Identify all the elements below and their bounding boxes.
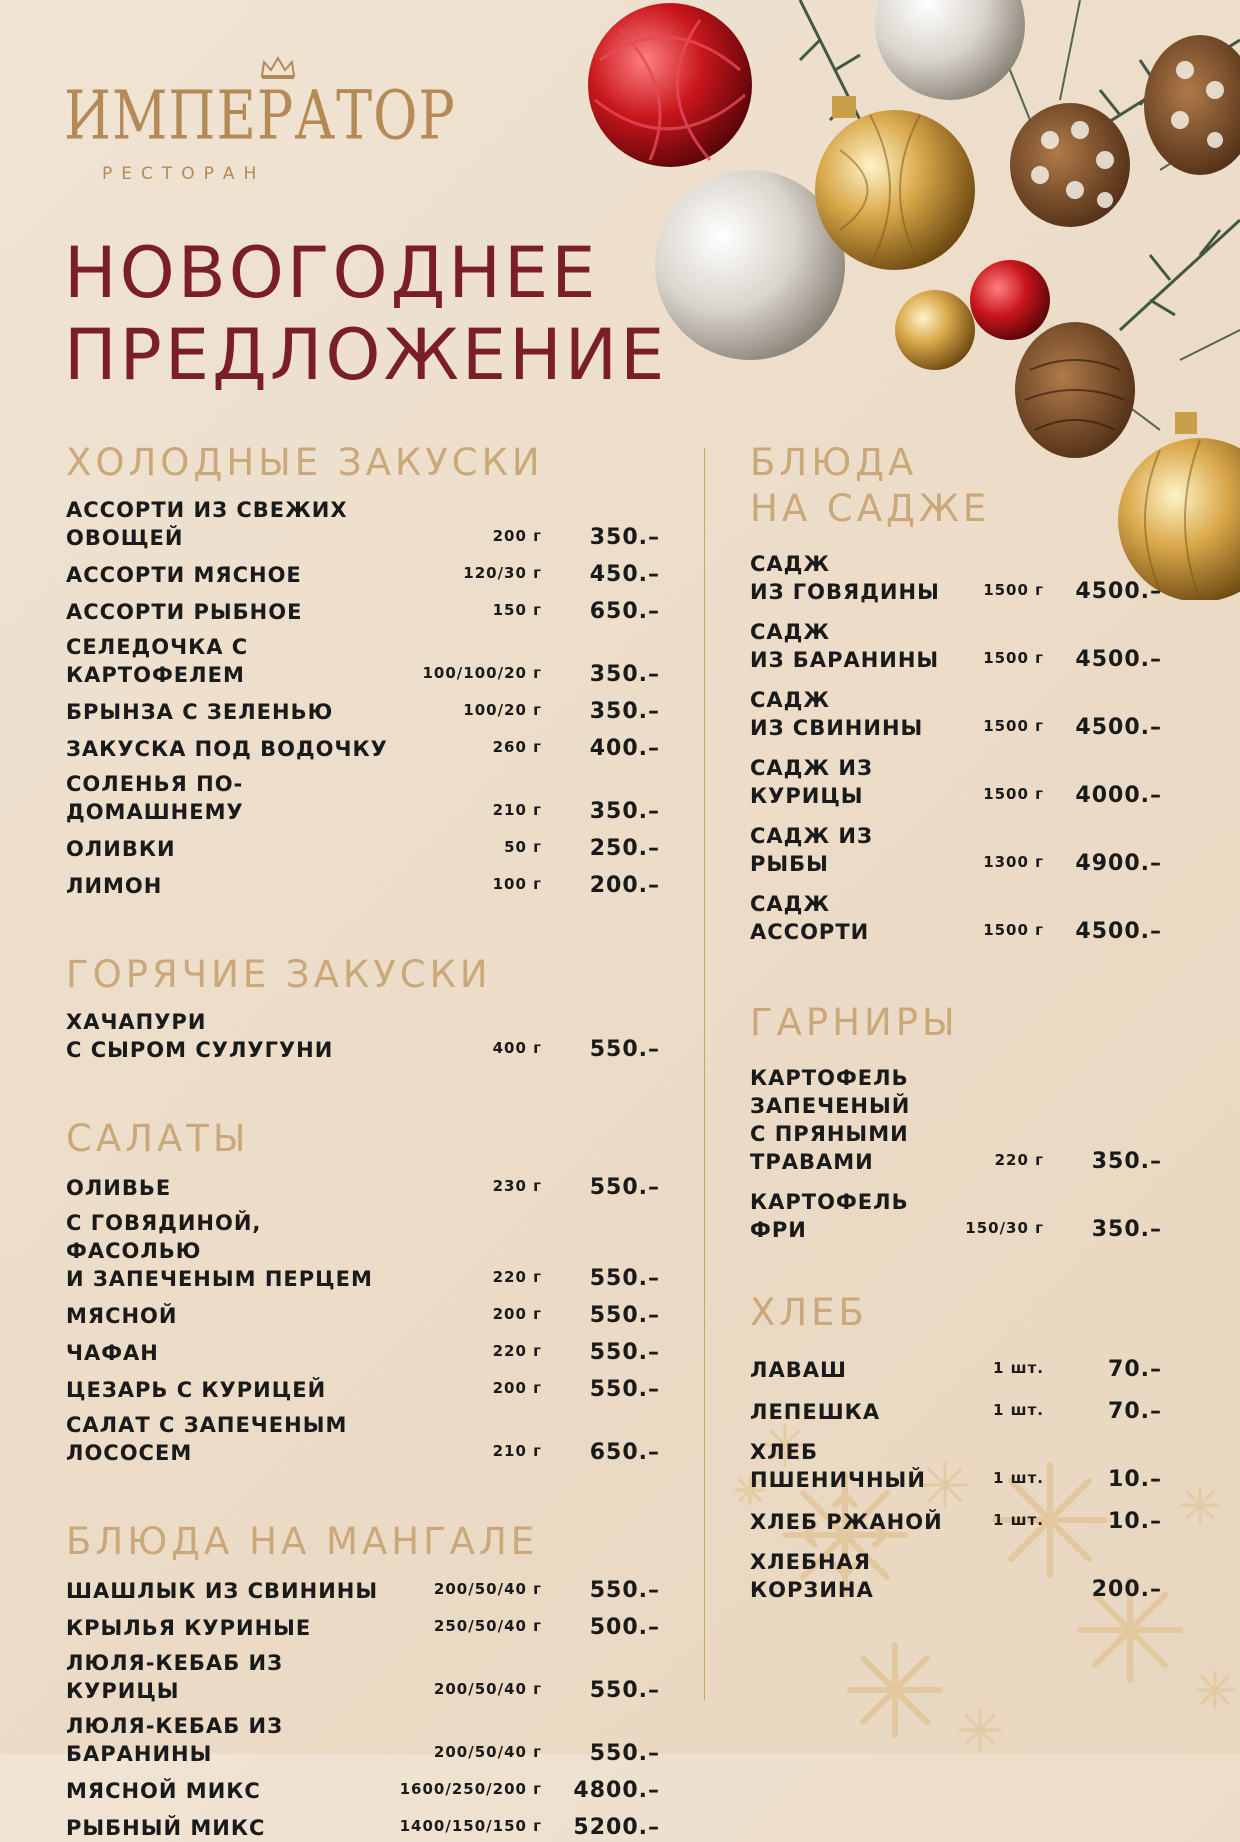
page-title — [64, 232, 668, 396]
menu-item — [750, 1506, 1162, 1536]
menu-item-price: 450.– — [589, 562, 660, 587]
menu-item-weight: 150/30 г — [965, 1219, 1044, 1237]
menu-item-weight: 100/20 г — [463, 701, 542, 719]
menu-item-weight: 200 г — [492, 1379, 542, 1397]
section-title: БЛЮДА НА МАНГАЛЕ — [66, 1520, 539, 1563]
menu-item — [66, 1649, 660, 1705]
menu-item-name: МЯСНОЙ — [66, 1304, 178, 1328]
menu-item-price: 10.– — [1108, 1467, 1162, 1492]
menu-item — [66, 696, 660, 726]
menu-item — [66, 1337, 660, 1367]
menu-item — [66, 1300, 660, 1330]
menu-item-name: АССОРТИ РЫБНОЕ — [66, 600, 303, 624]
menu-item-weight: 200 г — [492, 527, 542, 545]
menu-item-price: 550.– — [589, 1340, 660, 1365]
menu-item-price: 550.– — [589, 1377, 660, 1402]
section-title: САЛАТЫ — [66, 1117, 250, 1160]
menu-item — [66, 1775, 660, 1805]
menu-item-price: 4800.– — [573, 1778, 660, 1803]
menu-item-weight: 400 г — [492, 1039, 542, 1057]
menu-item-name: ХЛЕБ ПШЕНИЧНЫЙ — [750, 1440, 926, 1492]
menu-item — [750, 550, 1162, 606]
menu-item-weight: 200/50/40 г — [433, 1580, 542, 1598]
menu-item-weight: 120/30 г — [463, 564, 542, 582]
menu-item-name: ЛИМОН — [66, 874, 163, 898]
menu-item-price: 4500.– — [1075, 715, 1162, 740]
menu-item-price: 350.– — [589, 799, 660, 824]
menu-item-name: СЕЛЕДОЧКА С КАРТОФЕЛЕМ — [66, 635, 249, 687]
menu-item-price: 650.– — [589, 599, 660, 624]
menu-item-weight: 1400/150/150 г — [399, 1817, 542, 1835]
menu-item — [66, 870, 660, 900]
menu-item-name: РЫБНЫЙ МИКС — [66, 1816, 266, 1840]
menu-item — [750, 890, 1162, 946]
menu-item — [66, 559, 660, 589]
menu-item-name: ХЛЕБ РЖАНОЙ — [750, 1510, 943, 1534]
menu-item-name: МЯСНОЙ МИКС — [66, 1779, 261, 1803]
menu-item-price: 650.– — [589, 1440, 660, 1465]
menu-item-price: 350.– — [589, 662, 660, 687]
menu-item-price: 200.– — [589, 873, 660, 898]
menu-item-weight: 1500 г — [983, 785, 1044, 803]
menu-item — [750, 754, 1162, 810]
menu-item — [66, 1712, 660, 1768]
menu-item — [66, 1008, 660, 1064]
menu-item-weight: 1 шт. — [993, 1511, 1044, 1529]
menu-item-price: 10.– — [1108, 1509, 1162, 1534]
section-title: ХОЛОДНЫЕ ЗАКУСКИ — [66, 441, 544, 484]
page-title-line-2: ПРЕДЛОЖЕНИЕ — [64, 314, 668, 396]
menu-item-name: САДЖ АССОРТИ — [750, 892, 870, 944]
menu-item-weight: 220 г — [492, 1342, 542, 1360]
menu-item-price: 400.– — [589, 736, 660, 761]
menu-item-name: КАРТОФЕЛЬ ЗАПЕЧЕНЫЙ С ПРЯНЫМИ ТРАВАМИ — [750, 1066, 911, 1174]
menu-item-name: С ГОВЯДИНОЙ, ФАСОЛЬЮ И ЗАПЕЧЕНЫМ ПЕРЦЕМ — [66, 1211, 373, 1291]
menu-item — [750, 1354, 1162, 1384]
menu-item — [750, 1396, 1162, 1426]
menu-section — [750, 1290, 1162, 1604]
menu-item-name: СОЛЕНЬЯ ПО-ДОМАШНЕМУ — [66, 772, 244, 824]
menu-right-column — [750, 440, 1162, 1604]
menu-item-weight: 210 г — [492, 801, 542, 819]
menu-item-weight: 150 г — [492, 601, 542, 619]
menu-item-weight: 1500 г — [983, 649, 1044, 667]
menu-item-weight: 250/50/40 г — [433, 1617, 542, 1635]
menu-item — [66, 770, 660, 826]
menu-item-weight — [948, 1602, 1052, 1604]
menu-item — [66, 1612, 660, 1642]
menu-item — [66, 1172, 660, 1202]
menu-section — [750, 1000, 1162, 1244]
menu-item — [66, 733, 660, 763]
section-title: ХЛЕБ — [750, 1291, 868, 1334]
menu-item-name: БРЫНЗА С ЗЕЛЕНЬЮ — [66, 700, 334, 724]
menu-item — [66, 833, 660, 863]
section-title: ГОРЯЧИЕ ЗАКУСКИ — [66, 953, 492, 996]
menu-section — [750, 440, 1162, 946]
menu-item-price: 4500.– — [1075, 579, 1162, 604]
menu-item-price: 500.– — [589, 1615, 660, 1640]
menu-item — [750, 686, 1162, 742]
menu-item — [66, 1209, 660, 1293]
menu-item-weight: 210 г — [492, 1442, 542, 1460]
menu-item-name: ШАШЛЫК ИЗ СВИНИНЫ — [66, 1579, 379, 1603]
menu-item-weight: 1500 г — [983, 921, 1044, 939]
menu-item-name: ЛЮЛЯ-КЕБАБ ИЗ КУРИЦЫ — [66, 1651, 284, 1703]
menu-item-price: 4900.– — [1075, 851, 1162, 876]
menu-item-name: САДЖ ИЗ РЫБЫ — [750, 824, 873, 876]
menu-item — [66, 1374, 660, 1404]
menu-item-weight: 220 г — [492, 1268, 542, 1286]
menu-item-price: 350.– — [1091, 1217, 1162, 1242]
menu-item-price: 550.– — [589, 1678, 660, 1703]
menu-item-weight: 1500 г — [983, 581, 1044, 599]
menu-item-price: 200.– — [1091, 1577, 1162, 1602]
menu-item-price: 70.– — [1108, 1357, 1162, 1382]
menu-item — [750, 618, 1162, 674]
menu-item-name: ЛАВАШ — [750, 1358, 847, 1382]
menu-item-name: ХЛЕБНАЯ КОРЗИНА — [750, 1550, 874, 1602]
menu-item-name: ОЛИВЬЕ — [66, 1176, 172, 1200]
menu-item — [66, 1411, 660, 1467]
menu-item-weight: 1 шт. — [993, 1469, 1044, 1487]
page-title-line-1: НОВОГОДНЕЕ — [64, 232, 599, 314]
menu-item-name: КРЫЛЬЯ КУРИНЫЕ — [66, 1616, 312, 1640]
menu-item-name: САДЖ ИЗ СВИНИНЫ — [750, 688, 924, 740]
menu-item-name: ХАЧАПУРИ С СЫРОМ СУЛУГУНИ — [66, 1010, 334, 1062]
menu-item — [66, 496, 660, 552]
menu-item-price: 550.– — [589, 1303, 660, 1328]
menu-item-price: 550.– — [589, 1037, 660, 1062]
logo-subtitle: РЕСТОРАН — [102, 164, 266, 184]
section-title: ГАРНИРЫ — [750, 1001, 959, 1044]
menu-item — [66, 1812, 660, 1842]
menu-item-name: ЦЕЗАРЬ С КУРИЦЕЙ — [66, 1378, 327, 1402]
menu-item-weight: 1300 г — [983, 853, 1044, 871]
menu-item-name: КАРТОФЕЛЬ ФРИ — [750, 1190, 909, 1242]
menu-item-weight: 1 шт. — [993, 1401, 1044, 1419]
menu-item-name: САДЖ ИЗ КУРИЦЫ — [750, 756, 873, 808]
menu-item-price: 550.– — [589, 1578, 660, 1603]
menu-item-weight: 100/100/20 г — [422, 664, 542, 682]
section-title: БЛЮДА НА САДЖЕ — [750, 441, 991, 530]
menu-item-weight: 50 г — [504, 838, 542, 856]
menu-item — [66, 596, 660, 626]
menu-item-name: ЗАКУСКА ПОД ВОДОЧКУ — [66, 737, 388, 761]
menu-item-price: 4500.– — [1075, 919, 1162, 944]
menu-item-name: ЛЕПЕШКА — [750, 1400, 881, 1424]
menu-item-name: ОЛИВКИ — [66, 837, 176, 861]
menu-item-name: АССОРТИ МЯСНОЕ — [66, 563, 302, 587]
menu-item-name: АССОРТИ ИЗ СВЕЖИХ ОВОЩЕЙ — [66, 498, 348, 550]
menu-item-weight: 1 шт. — [993, 1359, 1044, 1377]
menu-item — [750, 1548, 1162, 1604]
menu-item-weight: 200/50/40 г — [433, 1680, 542, 1698]
menu-section — [66, 952, 660, 1064]
menu-item-price: 350.– — [589, 525, 660, 550]
restaurant-logo — [64, 60, 456, 184]
menu-item-weight: 260 г — [492, 738, 542, 756]
menu-item-weight: 200/50/40 г — [433, 1743, 542, 1761]
menu-item-price: 550.– — [589, 1175, 660, 1200]
menu-item-price: 70.– — [1108, 1399, 1162, 1424]
column-divider — [704, 448, 705, 1700]
menu-item-price: 550.– — [589, 1741, 660, 1766]
menu-item-price: 550.– — [589, 1266, 660, 1291]
menu-item — [750, 1064, 1162, 1176]
menu-left-column — [66, 440, 660, 1842]
menu-section — [66, 1519, 660, 1842]
menu-item — [66, 633, 660, 689]
menu-item-price: 250.– — [589, 836, 660, 861]
menu-item — [750, 1438, 1162, 1494]
menu-item-price: 350.– — [589, 699, 660, 724]
menu-item-price: 5200.– — [573, 1815, 660, 1840]
menu-item — [750, 1188, 1162, 1244]
menu-section — [66, 1116, 660, 1467]
menu-item-price: 4500.– — [1075, 647, 1162, 672]
menu-item-weight: 100 г — [492, 875, 542, 893]
menu-item-weight: 1600/250/200 г — [399, 1780, 542, 1798]
menu-item — [750, 822, 1162, 878]
menu-item-weight: 220 г — [994, 1151, 1044, 1169]
logo-name: ИМПЕРАТОР — [64, 75, 456, 155]
menu-section — [66, 440, 660, 900]
menu-item — [66, 1575, 660, 1605]
menu-item-name: САДЖ ИЗ ГОВЯДИНЫ — [750, 552, 940, 604]
menu-item-name: ЧАФАН — [66, 1341, 159, 1365]
menu-item-weight: 200 г — [492, 1305, 542, 1323]
menu-item-weight: 230 г — [492, 1177, 542, 1195]
menu-item-name: САДЖ ИЗ БАРАНИНЫ — [750, 620, 940, 672]
menu-item-weight: 1500 г — [983, 717, 1044, 735]
menu-item-name: САЛАТ С ЗАПЕЧЕНЫМ ЛОСОСЕМ — [66, 1413, 348, 1465]
menu-item-price: 4000.– — [1075, 783, 1162, 808]
menu-item-price: 350.– — [1091, 1149, 1162, 1174]
menu-item-name: ЛЮЛЯ-КЕБАБ ИЗ БАРАНИНЫ — [66, 1714, 284, 1766]
